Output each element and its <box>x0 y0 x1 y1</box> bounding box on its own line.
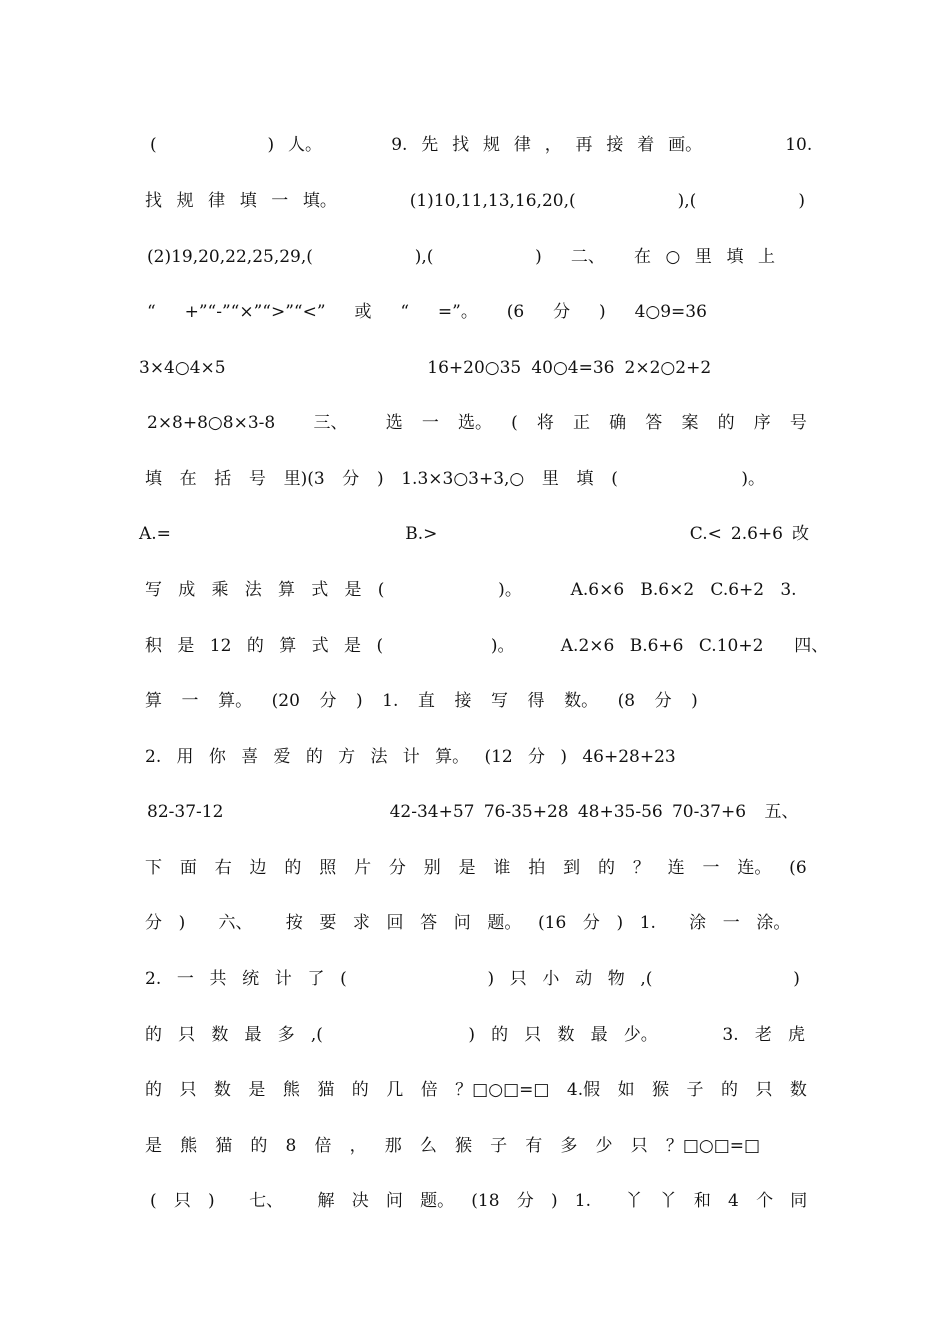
text-line-5: 3×4○4×5 16+20○35 40○4=36 2×2○2+2 <box>139 358 712 378</box>
text-line-15: 分 ) 六、 按 要 求 回 答 问 题。 (16 分 ) 1. 涂 一 涂。 <box>145 913 791 933</box>
text-line-3: (2)19,20,22,25,29,( ),( ) 二、 在 ○ 里 填 上 <box>147 247 775 267</box>
text-line-14: 下 面 右 边 的 照 片 分 别 是 谁 拍 到 的 ？ 连 一 连。 (6 <box>145 858 807 878</box>
text-line-2: 找 规 律 填 一 填。 (1)10,11,13,16,20,( ),( ) <box>145 191 805 211</box>
text-line-19: 是 熊 猫 的 8 倍 ， 那 么 猴 子 有 多 少 只 ？□○□=□ <box>145 1136 761 1156</box>
text-line-9: 写 成 乘 法 算 式 是 ( )。 A.6×6 B.6×2 C.6+2 3. <box>145 580 797 600</box>
text-line-17: 的 只 数 最 多 ,( ) 的 只 数 最 少。 3. 老 虎 <box>145 1025 805 1045</box>
text-line-7: 填 在 括 号 里)(3 分 ) 1.3×3○3+3,○ 里 填 ( )。 <box>145 469 765 489</box>
text-line-13: 82-37-12 42-34+57 76-35+28 48+35-56 70-37+6 五、 <box>147 802 799 822</box>
text-line-12: 2. 用 你 喜 爱 的 方 法 计 算。 (12 分 ) 46+28+23 <box>145 747 676 767</box>
text-line-8: A.= B.> C.< 2.6+6 改 <box>139 524 809 544</box>
text-line-16: 2. 一 共 统 计 了 ( ) 只 小 动 物 ,( ) <box>145 969 800 989</box>
text-line-4: “ +”“-”“×”“>”“<” 或 “ =”。 (6 分 ) 4○9=36 <box>147 302 707 322</box>
text-line-20: ( 只 ) 七、 解 决 问 题。 (18 分 ) 1. 丫 丫 和 4 个 同 <box>150 1191 808 1211</box>
text-line-11: 算 一 算。 (20 分 ) 1. 直 接 写 得 数。 (8 分 ) <box>145 691 698 711</box>
text-line-6: 2×8+8○8×3-8 三、 选 一 选。 ( 将 正 确 答 案 的 序 号 <box>147 413 807 433</box>
text-line-1: ( ) 人。 9. 先 找 规 律 ， 再 接 着 画。 10. <box>150 135 813 155</box>
text-line-18: 的 只 数 是 熊 猫 的 几 倍 ？□○□=□ 4.假 如 猴 子 的 只 数 <box>145 1080 807 1100</box>
text-line-10: 积 是 12 的 算 式 是 ( )。 A.2×6 B.6+6 C.10+2 四、 <box>145 636 829 656</box>
